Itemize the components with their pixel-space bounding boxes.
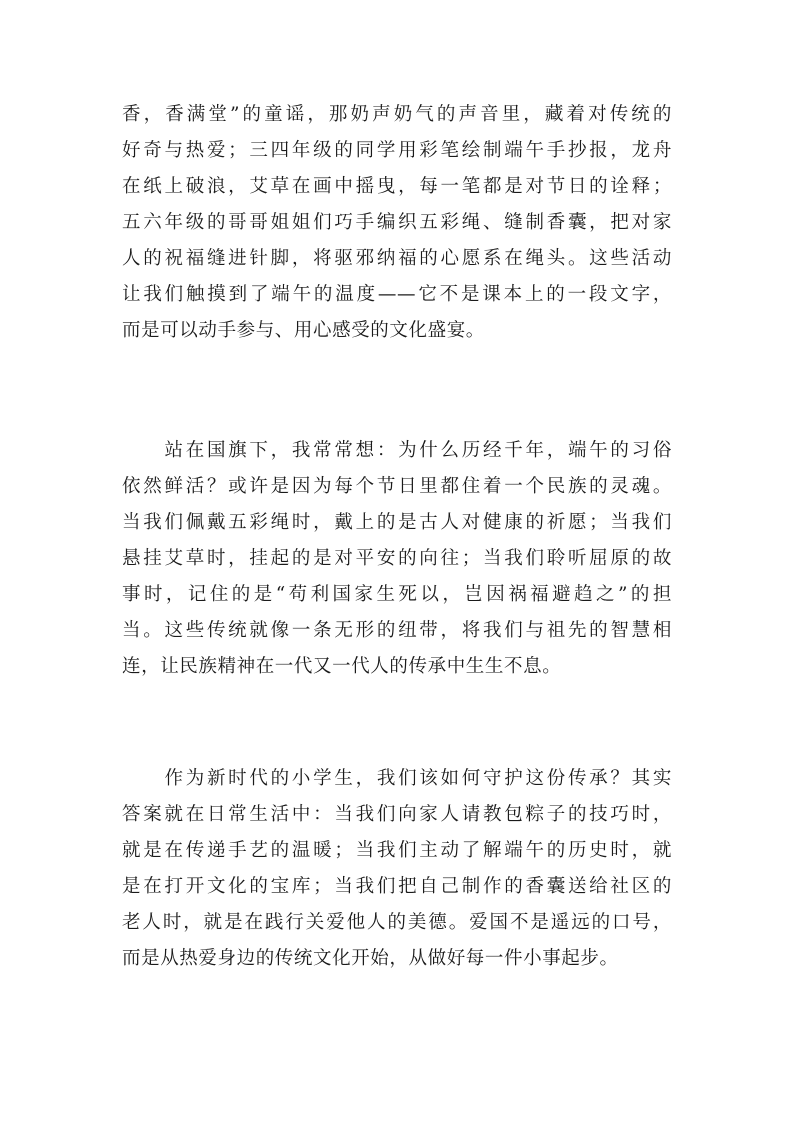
- paragraph-line: 而是从热爱身边的传统文化开始，从做好每一件小事起步。: [122, 948, 619, 969]
- paragraph-line: 老人时，就是在践行关爱他人的美德。爱国不是遥远的口号，: [122, 912, 672, 933]
- paragraph-line: 五六年级的哥哥姐姐们巧手编织五彩绳、缝制香囊，把对家: [122, 212, 672, 233]
- paragraph-line: 依然鲜活？或许是因为每个节日里都住着一个民族的灵魂。: [122, 476, 672, 497]
- paragraph-line: 事时，记住的是“苟利国家生死以，岂因祸福避趋之”的担: [122, 584, 672, 605]
- paragraph-line: 当。这些传统就像一条无形的纽带，将我们与祖先的智慧相: [122, 620, 672, 641]
- paragraph-line: 当我们佩戴五彩绳时，戴上的是古人对健康的祈愿；当我们: [122, 512, 672, 533]
- paragraph-line: 在纸上破浪，艾草在画中摇曳，每一笔都是对节日的诠释；: [122, 176, 672, 197]
- paragraph-line: 悬挂艾草时，挂起的是对平安的向往；当我们聆听屈原的故: [122, 548, 672, 569]
- paragraph-line: 站在国旗下，我常常想：为什么历经千年，端午的习俗: [122, 440, 672, 461]
- paragraph-line: 好奇与热爱；三四年级的同学用彩笔绘制端午手抄报，龙舟: [122, 140, 672, 161]
- paragraph-line: 香，香满堂”的童谣，那奶声奶气的声音里，藏着对传统的: [122, 104, 672, 125]
- paragraph-line: 人的祝福缝进针脚，将驱邪纳福的心愿系在绳头。这些活动: [122, 248, 672, 269]
- paragraph-3: [122, 761, 672, 977]
- paragraph-line: 让我们触摸到了端午的温度——它不是课本上的一段文字，: [122, 284, 672, 305]
- paragraph-2: [122, 433, 672, 685]
- paragraph-line: 连，让民族精神在一代又一代人的传承中生生不息。: [122, 656, 562, 677]
- paragraph-line: 是在打开文化的宝库；当我们把自己制作的香囊送给社区的: [122, 876, 672, 897]
- paragraph-line: 答案就在日常生活中：当我们向家人请教包粽子的技巧时，: [122, 804, 672, 825]
- paragraph-line: 而是可以动手参与、用心感受的文化盛宴。: [122, 320, 485, 341]
- paragraph-line: 就是在传递手艺的温暖；当我们主动了解端午的历史时，就: [122, 840, 672, 861]
- paragraph-1: [122, 97, 672, 349]
- paragraph-line: 作为新时代的小学生，我们该如何守护这份传承？其实: [122, 768, 672, 789]
